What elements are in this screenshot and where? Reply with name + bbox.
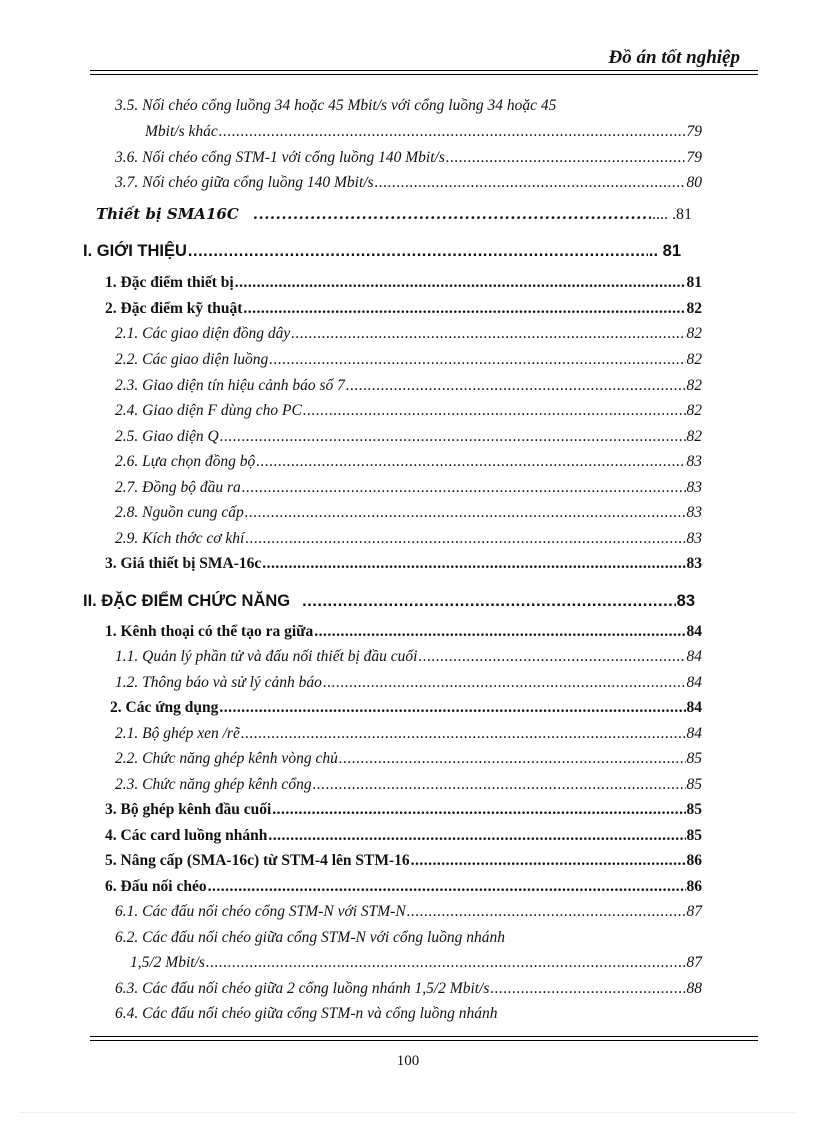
toc-page-number: 84	[686, 725, 702, 742]
toc-entry-2-8[interactable]: 2.8. Nguồn cung cấp ..... 83	[115, 504, 702, 522]
dot-leader	[235, 274, 686, 292]
toc-entry-2-5[interactable]: 2.5. Giao diện Q ..... 82	[115, 428, 702, 446]
dot-leader	[256, 453, 685, 471]
toc-page-number: 83	[686, 479, 702, 496]
toc-entry-ii-1-2[interactable]: 1.2. Thông báo và sử lý cảnh báo ..... 84	[115, 674, 702, 692]
toc-entry-2-6[interactable]: 2.6. Lựa chọn đồng bộ ..... 83	[115, 453, 702, 471]
toc-entry-ii-2-2[interactable]: 2.2. Chức năng ghép kênh vòng chủ ..... 85	[115, 750, 702, 768]
dot-leader	[269, 351, 685, 369]
toc-entry-1[interactable]: 1. Đặc điểm thiết bị ..... 81	[105, 274, 702, 292]
dot-leader	[272, 801, 685, 819]
toc-page-number: 82	[686, 325, 702, 342]
footer-rule-2	[90, 1040, 758, 1041]
page-edge-divider	[20, 1112, 796, 1113]
toc-page-number: 83	[686, 453, 702, 470]
toc-entry-ii-4[interactable]: 4. Các card luồng nhánh ..... 85	[105, 827, 702, 845]
toc-section-i[interactable]: I. GIỚI THIỆU ..... .. 81	[83, 242, 681, 261]
toc-entry-ii-5[interactable]: 5. Nâng cấp (SMA-16c) từ STM-4 lên STM-16 ..... 86	[105, 852, 702, 870]
dot-leader	[241, 725, 686, 743]
toc-entry-ii-6-4[interactable]: 6.4. Các đấu nối chéo giữa cổng STM-n và cổng luồng nhánh	[115, 1005, 498, 1022]
dot-leader	[245, 504, 686, 522]
dot-leader	[303, 402, 686, 420]
toc-page-number: 82	[686, 428, 702, 445]
toc-page-number: 85	[686, 827, 702, 844]
toc-entry-ii-2[interactable]: 2. Các ứng dụng ..... 84	[110, 699, 702, 717]
toc-page-number: 79	[686, 149, 702, 166]
toc-entry-ii-6-3[interactable]: 6.3. Các đấu nối chéo giữa 2 cổng luồng nhánh 1,5/2 Mbit/s ..... 88	[115, 980, 702, 998]
toc-entry-2-7[interactable]: 2.7. Đồng bộ đầu ra ..... 83	[115, 479, 702, 497]
toc-page-number: 83	[686, 530, 702, 547]
dot-leader	[245, 530, 685, 548]
toc-entry-2-3[interactable]: 2.3. Giao diện tín hiệu cảnh báo số 7 ..... 82	[115, 377, 702, 395]
toc-page-number: 82	[686, 351, 702, 368]
dot-leader	[313, 776, 686, 794]
dot-leader	[219, 123, 686, 141]
toc-page-number: 79	[686, 123, 702, 140]
toc-page-number: 84	[686, 699, 702, 716]
toc-entry-device[interactable]: Thiết bị SMA16C ..... .... .81	[96, 205, 692, 224]
toc-page-number: 84	[686, 648, 702, 665]
toc-entry-ii-1-1[interactable]: 1.1. Quản lý phần tử và đấu nối thiết bị đầu cuối ..... 84	[115, 648, 702, 666]
toc-entry-2-4[interactable]: 2.4. Giao diện F dùng cho PC ..... 82	[115, 402, 702, 420]
toc-entry-ii-3[interactable]: 3. Bộ ghép kênh đầu cuối ..... 85	[105, 801, 702, 819]
toc-page-number: 82	[686, 377, 702, 394]
dot-leader	[314, 623, 685, 641]
page-number: 100	[396, 1053, 420, 1069]
dot-leader	[253, 205, 651, 223]
toc-page-number: 83	[686, 555, 702, 572]
toc-entry-3-7[interactable]: 3.7. Nối chéo giữa cổng luồng 140 Mbit/s ..... 80	[115, 174, 702, 192]
dot-leader	[490, 980, 685, 998]
toc-entry-3[interactable]: 3. Giá thiết bị SMA-16c ..... 83	[105, 555, 702, 573]
toc-entry-2-9[interactable]: 2.9. Kích thớc cơ khí ..... 83	[115, 530, 702, 548]
toc-page-number: 86	[686, 852, 702, 869]
dot-leader	[302, 592, 676, 611]
toc-entry-3-6[interactable]: 3.6. Nối chéo cổng STM-1 với cổng luồng 140 Mbit/s ..... 79	[115, 149, 702, 167]
header-title: Đồ án tốt nghiệp	[608, 47, 740, 68]
toc-page-number: 82	[686, 300, 702, 317]
toc-section-ii[interactable]: II. ĐẶC ĐIỂM CHỨC NĂNG ..... 83	[83, 592, 695, 611]
toc-entry-ii-2-1[interactable]: 2.1. Bộ ghép xen /rẽ ..... 84	[115, 725, 702, 743]
toc-page-number: 82	[686, 402, 702, 419]
dot-leader	[206, 954, 686, 972]
dot-leader	[339, 750, 686, 768]
toc-entry-3-5[interactable]: 3.5. Nối chéo cổng luồng 34 hoặc 45 Mbit/s với cổng luồng 34 hoặc 45	[115, 97, 557, 114]
toc-entry-ii-6-2-continuation[interactable]: 1,5/2 Mbit/s ..... 87	[130, 954, 702, 972]
dot-leader	[323, 674, 686, 692]
toc-page-number: 83	[686, 504, 702, 521]
toc-page-number: 86	[686, 878, 702, 895]
toc-page-number: 87	[686, 954, 702, 971]
toc-page-number: 84	[686, 674, 702, 691]
dot-leader	[188, 242, 648, 261]
footer-rule	[90, 1036, 758, 1037]
dot-leader	[242, 479, 686, 497]
toc-entry-2-2[interactable]: 2.2. Các giao diện luồng ..... 82	[115, 351, 702, 369]
dot-leader	[407, 903, 686, 921]
toc-entry-ii-2-3[interactable]: 2.3. Chức năng ghép kênh cổng ..... 85	[115, 776, 702, 794]
dot-leader	[268, 827, 685, 845]
dot-leader	[291, 325, 685, 343]
dot-leader	[262, 555, 685, 573]
dot-leader	[346, 377, 686, 395]
toc-page-number: 85	[686, 776, 702, 793]
toc-page-number: 85	[686, 750, 702, 767]
toc-page-number: 87	[686, 903, 702, 920]
toc-page-number: .. 81	[648, 242, 681, 260]
toc-entry-2[interactable]: 2. Đặc điểm kỹ thuật ..... 82	[105, 300, 702, 318]
toc-page-number: 83	[676, 592, 695, 610]
toc-entry-ii-1[interactable]: 1. Kênh thoại có thể tạo ra giữa ..... 84	[105, 623, 702, 641]
dot-leader	[208, 878, 686, 896]
header-rule	[90, 70, 758, 71]
toc-page-number: .... .81	[652, 206, 692, 223]
dot-leader	[220, 428, 686, 446]
dot-leader	[446, 149, 686, 167]
toc-page-number: 81	[686, 274, 702, 291]
header-rule-2	[90, 74, 758, 75]
dot-leader	[375, 174, 686, 192]
dot-leader	[419, 648, 686, 666]
dot-leader	[243, 300, 685, 318]
toc-page-number: 88	[686, 980, 702, 997]
toc-page-number: 84	[686, 623, 702, 640]
toc-entry-3-5-continuation[interactable]: Mbit/s khác ..... 79	[145, 123, 702, 141]
toc-entry-ii-6-1[interactable]: 6.1. Các đấu nối chéo cổng STM-N với STM-N ..... 87	[115, 903, 702, 921]
toc-entry-ii-6-2[interactable]: 6.2. Các đấu nối chéo giữa cổng STM-N với cổng luồng nhánh	[115, 929, 505, 946]
toc-entry-2-1[interactable]: 2.1. Các giao diện đồng dây ..... 82	[115, 325, 702, 343]
toc-entry-ii-6[interactable]: 6. Đấu nối chéo ..... 86	[105, 878, 702, 896]
toc-page-number: 85	[686, 801, 702, 818]
dot-leader	[411, 852, 686, 870]
dot-leader	[219, 699, 685, 717]
toc-page-number: 80	[686, 174, 702, 191]
